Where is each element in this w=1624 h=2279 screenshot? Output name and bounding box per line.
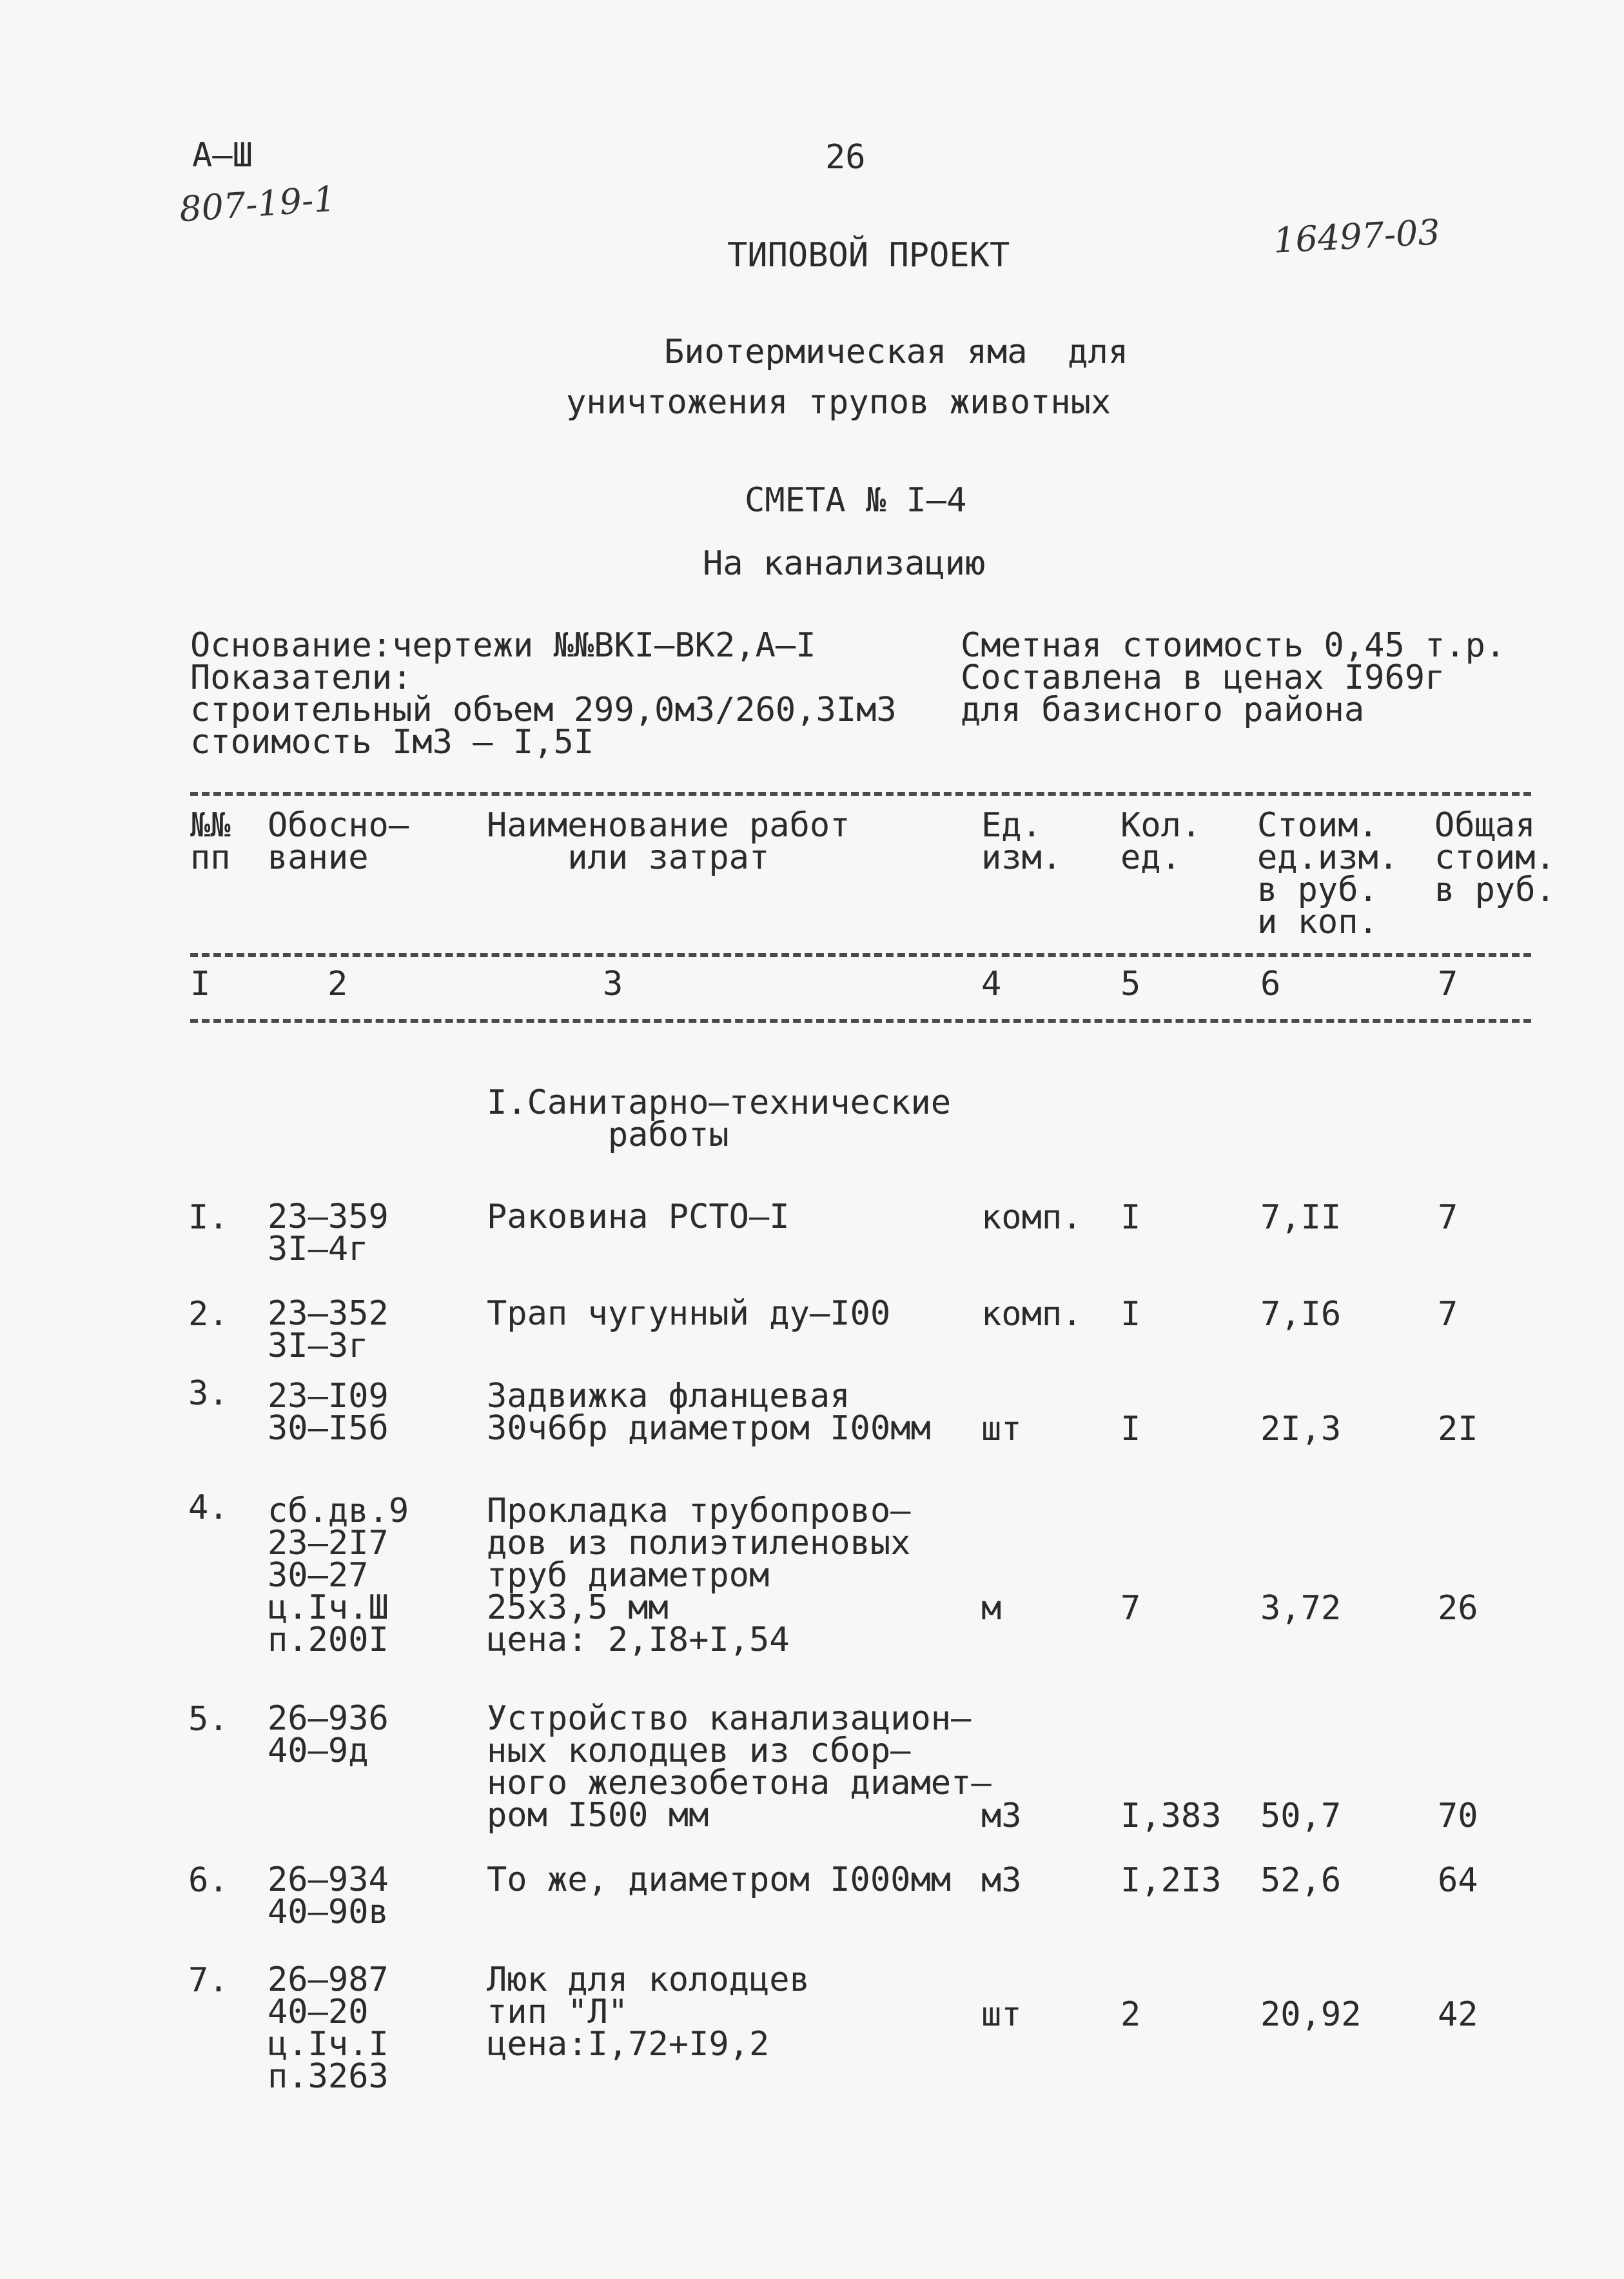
project-type: ТИПОВОЙ ПРОЕКТ <box>727 236 1010 275</box>
row-name: Задвижка фланцевая 30ч6бр диаметром I00мм <box>487 1377 931 1448</box>
header-total-cost: Общая стоим. в руб. <box>1434 806 1556 909</box>
header-unit: Ед. изм. <box>981 806 1062 877</box>
row-total: 70 <box>1438 1797 1478 1835</box>
row-basis: 26–987 40–20 ц.Iч.I п.3263 <box>268 1960 389 2096</box>
handwritten-project-code: 807-19-1 <box>178 178 337 230</box>
row-number: 7. <box>188 1961 229 2000</box>
row-number: I. <box>188 1198 229 1237</box>
row-unit: шт <box>981 1995 1022 2034</box>
row-total: 26 <box>1438 1589 1478 1628</box>
info-price-base: Составлена в ценах I969г <box>961 658 1445 697</box>
row-unit-cost: 7,II <box>1260 1198 1342 1237</box>
column-number-5: 5 <box>1120 965 1141 1003</box>
row-unit-cost: 52,6 <box>1260 1861 1342 1900</box>
row-total: 7 <box>1438 1198 1458 1237</box>
project-name-line2: уничтожения трупов животных <box>566 383 1111 422</box>
row-name: То же, диаметром I000мм <box>487 1860 952 1899</box>
row-unit: м <box>981 1589 1002 1628</box>
header-unit-cost: Стоим. ед.изм. в руб. и коп. <box>1257 806 1399 942</box>
row-quantity: I,383 <box>1120 1797 1222 1835</box>
row-unit-cost: 3,72 <box>1260 1589 1342 1628</box>
row-number: 5. <box>188 1700 229 1739</box>
row-number: 4. <box>188 1488 229 1527</box>
row-total: 42 <box>1438 1995 1478 2034</box>
info-indicators-label: Показатели: <box>190 658 413 697</box>
row-quantity: I,2I3 <box>1120 1861 1222 1900</box>
info-unit-cost: стоимость Iм3 – I,5I <box>190 723 594 762</box>
row-quantity: I <box>1120 1198 1141 1237</box>
row-quantity: I <box>1120 1295 1141 1334</box>
row-basis: 23–352 3I–3г <box>268 1294 389 1365</box>
header-basis: Обосно– вание <box>268 806 409 877</box>
row-total: 2I <box>1438 1410 1478 1448</box>
row-unit: м3 <box>981 1861 1022 1900</box>
header-quantity: Кол. ед. <box>1120 806 1202 877</box>
handwritten-inventory-number: 16497-03 <box>1272 212 1442 261</box>
column-number-7: 7 <box>1438 965 1458 1003</box>
row-basis: 26–936 40–9д <box>268 1699 389 1770</box>
info-region: для базисного района <box>961 691 1365 729</box>
row-name: Люк для колодцев тип "Л" цена:I,72+I9,2 <box>487 1960 810 2064</box>
row-number: 6. <box>188 1861 229 1900</box>
row-unit: м3 <box>981 1797 1022 1835</box>
row-total: 64 <box>1438 1861 1478 1900</box>
row-unit: комп. <box>981 1198 1082 1237</box>
row-basis: 26–934 40–90в <box>268 1860 389 1931</box>
section-title: I.Санитарно–технические работы <box>487 1083 952 1154</box>
table-top-divider <box>190 792 1531 796</box>
row-basis: 23–I09 30–I5б <box>268 1377 389 1448</box>
row-unit: комп. <box>981 1295 1082 1334</box>
row-unit-cost: 20,92 <box>1260 1995 1362 2034</box>
row-unit-cost: 50,7 <box>1260 1797 1342 1835</box>
row-name: Трап чугунный ду–I00 <box>487 1294 891 1333</box>
page-number: 26 <box>825 138 866 177</box>
row-name: Устройство канализацион– ных колодцев из сбор– ного железобетона диамет– ром I500 мм <box>487 1699 992 1835</box>
row-name: Прокладка трубопрово– дов из полиэтиленовых труб диаметром 25х3,5 мм цена: 2,I8+I,54 <box>487 1492 911 1659</box>
row-unit-cost: 2I,3 <box>1260 1410 1342 1448</box>
row-number: 3. <box>188 1374 229 1413</box>
estimate-title: СМЕТА № I–4 <box>745 481 967 520</box>
info-basis: Основание:чертежи №№ВКI–ВК2,А–I <box>190 626 816 665</box>
header-row-number: №№ пп <box>190 806 231 877</box>
row-unit-cost: 7,I6 <box>1260 1295 1342 1334</box>
row-quantity: 2 <box>1120 1995 1141 2034</box>
estimate-subject: На канализацию <box>703 544 986 583</box>
column-number-4: 4 <box>981 965 1002 1003</box>
row-number: 2. <box>188 1295 229 1334</box>
row-quantity: 7 <box>1120 1589 1141 1628</box>
column-number-3: 3 <box>603 965 623 1003</box>
column-number-6: 6 <box>1260 965 1281 1003</box>
column-numbers-divider <box>190 1019 1531 1023</box>
row-quantity: I <box>1120 1410 1141 1448</box>
row-name: Раковина РСТО–I <box>487 1198 790 1236</box>
row-basis: сб.дв.9 23–2I7 30–27 ц.Iч.Ш п.200I <box>268 1492 409 1659</box>
column-number-2: 2 <box>328 965 348 1003</box>
row-unit: шт <box>981 1410 1022 1448</box>
info-estimated-cost: Сметная стоимость 0,45 т.р. <box>961 626 1506 665</box>
info-building-volume: строительный объем 299,0м3/260,3Iм3 <box>190 691 897 729</box>
project-name-line1: Биотермическая яма для <box>664 333 1129 371</box>
header-work-name: Наименование работ или затрат <box>487 806 850 877</box>
column-number-1: I <box>190 965 211 1003</box>
row-basis: 23–359 3I–4г <box>268 1198 389 1268</box>
row-total: 7 <box>1438 1295 1458 1334</box>
series-code: А–Ш <box>192 136 253 175</box>
header-divider <box>190 953 1531 957</box>
